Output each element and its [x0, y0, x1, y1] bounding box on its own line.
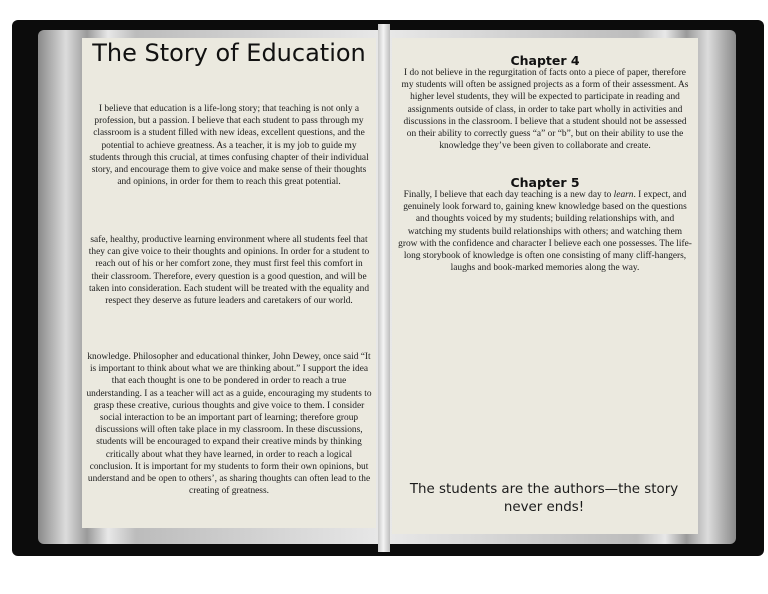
chapter-5-emphasis: learn [613, 190, 634, 200]
chapter-4-heading: Chapter 4 [510, 53, 580, 68]
chapter-5-text-before: Finally, I believe that each day teaching is a new day to [403, 190, 614, 200]
left-paragraph-2: safe, healthy, productive learning environment where all students feel that they can give voice to their thoughts and opinions. In order for a student to reach out of his or her comfort zone, they must first feel this comfort in their classroom. Therefore, every question is a good question, and will be taken into consideration. Each student will be treated with the equality and respect they deserve as future leaders and caretakers of our world. [88, 235, 370, 307]
chapter-5-heading: Chapter 5 [510, 175, 580, 190]
chapter-5-text [398, 189, 692, 289]
book-title: The Story of Education [82, 38, 376, 102]
chapter-5-text-after: . I expect, and genuinely look forward to, gaining knew knowledge based on the questions and thoughts voiced by my students; building relationships with, and watching my students build relationships with others; and watching them grow with the confidence and character I believe each one possesses. The life-long storybook of knowledge is often one consisting of many cliff-hangers, laughs and book-marked memories along the way. [398, 190, 692, 274]
closing-line: The students are the authors—the story never ends! [409, 482, 679, 515]
left-paragraph-3: knowledge. Philosopher and educational thinker, John Dewey, once said “It is important to think about what we are thinking about.” I support the idea that each thought is one to be pondered in order to reach a true understanding. I as a teacher will act as a guide, encouraging my students to grasp these creative, curious thoughts and give voice to them. I consider social interaction to be an important part of learning; therefore group discussions will often take place in my classroom. In these discussions, students will be encouraged to expand their creative minds by thinking critically about what they have learned, in order to reach a logical conclusion. It is important for my students to form their own opinions, but understand and be open to others’, as sharing thoughts can often lead to the creating of greatness. [86, 352, 372, 497]
left-paragraph-1: I believe that education is a life-long story; that teaching is not only a profession, but a passion. I believe that each student to pass through my classroom is a student filled with new ideas, excellent questions, and the potential to achieve greatness. As a teacher, it is my job to guide my students through this crucial, at times confusing chapter of their individual story, and encourage them to give voice and make sense of their thoughts and opinions, in order for them to reach this great potential. [89, 104, 369, 188]
chapter-4-text: I do not believe in the regurgitation of facts onto a piece of paper, therefore my students will often be assigned projects as a form of their assessment. As higher level students, they will be expected to participate in reading and assignments outside of class, in order to take part wholly in activities and discussions in the classroom. I believe that a student should not be assessed on their ability to correctly guess “a” or “b”, but on their ability to use the knowledge they’ve been given to collaborate and create. [401, 68, 689, 152]
book-spine [378, 24, 390, 552]
